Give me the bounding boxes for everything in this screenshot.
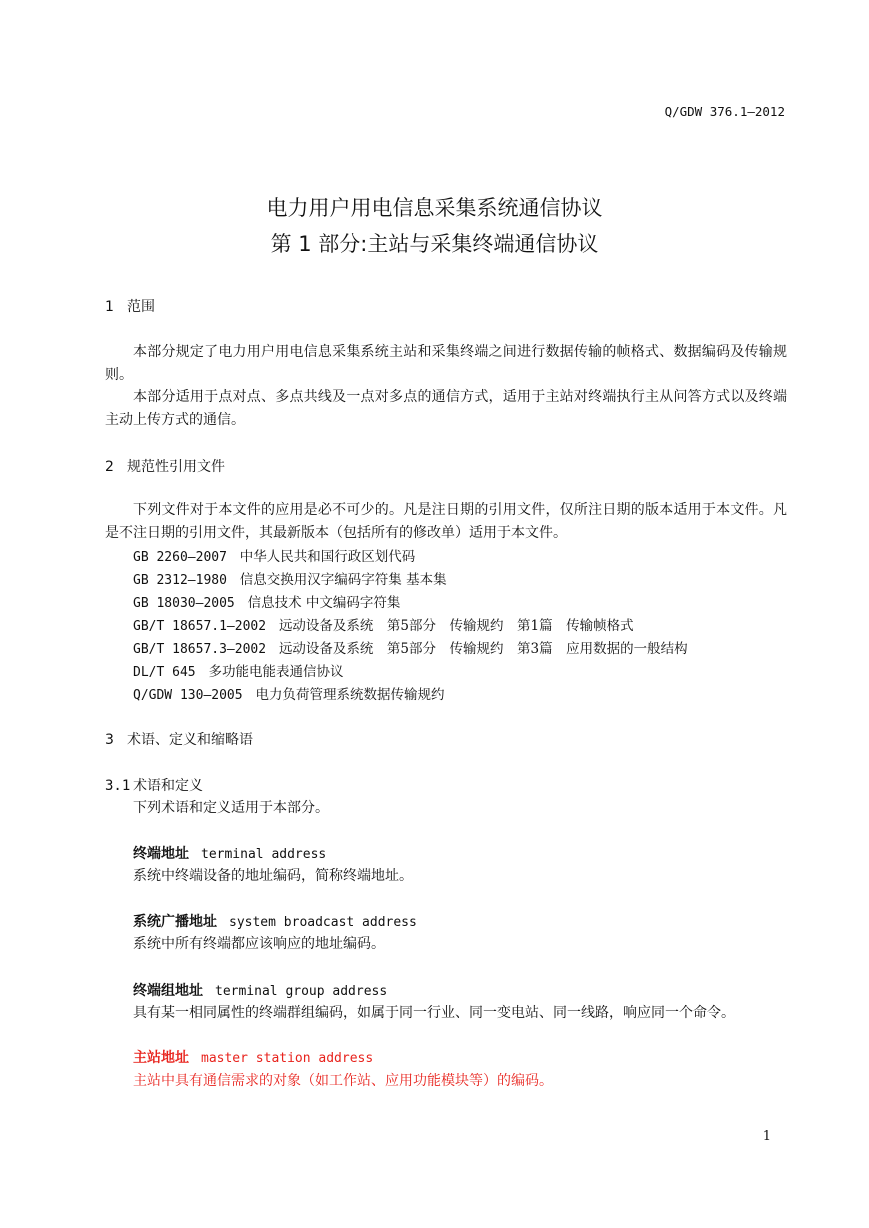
term-english: system broadcast address	[229, 915, 417, 930]
term-definition: 系统中所有终端都应该响应的地址编码。	[133, 936, 385, 952]
term-english: terminal group address	[215, 984, 388, 999]
section-title: 术语、定义和缩略语	[127, 732, 253, 748]
reference-code: GB/T 18657.1—2002	[133, 619, 267, 634]
reference-title: 远动设备及系统 第5部分 传输规约 第1篇 传输帧格式	[278, 618, 634, 634]
reference-title: 中华人民共和国行政区划代码	[239, 549, 416, 565]
term-definition: 具有某一相同属性的终端群组编码，如属于同一行业、同一变电站、同一线路，响应同一个命令。	[133, 1005, 735, 1021]
reference-item	[133, 614, 634, 634]
section-title: 范围	[127, 299, 155, 315]
reference-item	[133, 545, 415, 565]
paragraph: 本部分适用于点对点、多点共线及一点对多点的通信方式，适用于主站对终端执行主从问答方式以及终端主动上传方式的通信。	[105, 389, 787, 428]
paragraph: 下列术语和定义适用于本部分。	[133, 800, 329, 816]
reference-code: GB 2312—1980	[133, 573, 227, 588]
section-number: 1	[105, 299, 114, 315]
document-number: Q/GDW 376.1—2012	[664, 104, 785, 119]
paragraph: 本部分规定了电力用户用电信息采集系统主站和采集终端之间进行数据传输的帧格式、数据编码及传输规则。	[105, 344, 787, 383]
term-english: terminal address	[201, 847, 327, 862]
reference-item	[133, 637, 688, 657]
section-heading-normative-references	[105, 456, 225, 476]
reference-item	[133, 683, 444, 703]
reference-code: GB 2260—2007	[133, 550, 227, 565]
term-name: 终端组地址	[133, 983, 203, 999]
reference-code: GB 18030—2005	[133, 596, 235, 611]
section-heading-terms	[105, 729, 253, 749]
term-entry	[133, 911, 417, 931]
section-number: 2	[105, 459, 114, 475]
reference-item	[133, 568, 447, 588]
term-english: master station address	[201, 1051, 374, 1066]
subsection-number: 3.1	[105, 778, 131, 794]
reference-title: 远动设备及系统 第5部分 传输规约 第3篇 应用数据的一般结构	[278, 641, 688, 657]
paragraph: 下列文件对于本文件的应用是必不可少的。凡是注日期的引用文件，仅所注日期的版本适用于本文件。凡是不注日期的引用文件，其最新版本（包括所有的修改单）适用于本文件。	[105, 502, 787, 541]
term-definition: 系统中终端设备的地址编码，简称终端地址。	[133, 868, 413, 884]
reference-title: 电力负荷管理系统数据传输规约	[255, 687, 445, 703]
reference-code: Q/GDW 130—2005	[133, 688, 243, 703]
term-definition-highlighted: 主站中具有通信需求的对象（如工作站、应用功能模块等）的编码。	[133, 1073, 553, 1089]
reference-title: 信息交换用汉字编码字符集 基本集	[239, 572, 447, 588]
reference-code: DL/T 645	[133, 665, 196, 680]
reference-code: GB/T 18657.3—2002	[133, 642, 267, 657]
term-name: 系统广播地址	[133, 914, 217, 930]
subsection-title: 术语和定义	[133, 778, 203, 794]
subsection-heading	[105, 775, 203, 795]
document-title: 电力用户用电信息采集系统通信协议	[266, 196, 603, 220]
reference-title: 多功能电能表通信协议	[208, 664, 344, 680]
reference-item	[133, 660, 344, 680]
term-name: 终端地址	[133, 846, 189, 862]
term-entry-highlighted	[133, 1047, 373, 1067]
page-number: 1	[762, 1129, 771, 1144]
section-heading-scope	[105, 296, 155, 316]
reference-item	[133, 591, 400, 611]
term-entry	[133, 980, 387, 1000]
term-name: 主站地址	[133, 1050, 189, 1066]
section-number: 3	[105, 732, 114, 748]
section-title: 规范性引用文件	[127, 459, 225, 475]
reference-title: 信息技术 中文编码字符集	[247, 595, 401, 611]
term-entry	[133, 843, 326, 863]
document-subtitle: 第 1 部分:主站与采集终端通信协议	[270, 232, 599, 256]
